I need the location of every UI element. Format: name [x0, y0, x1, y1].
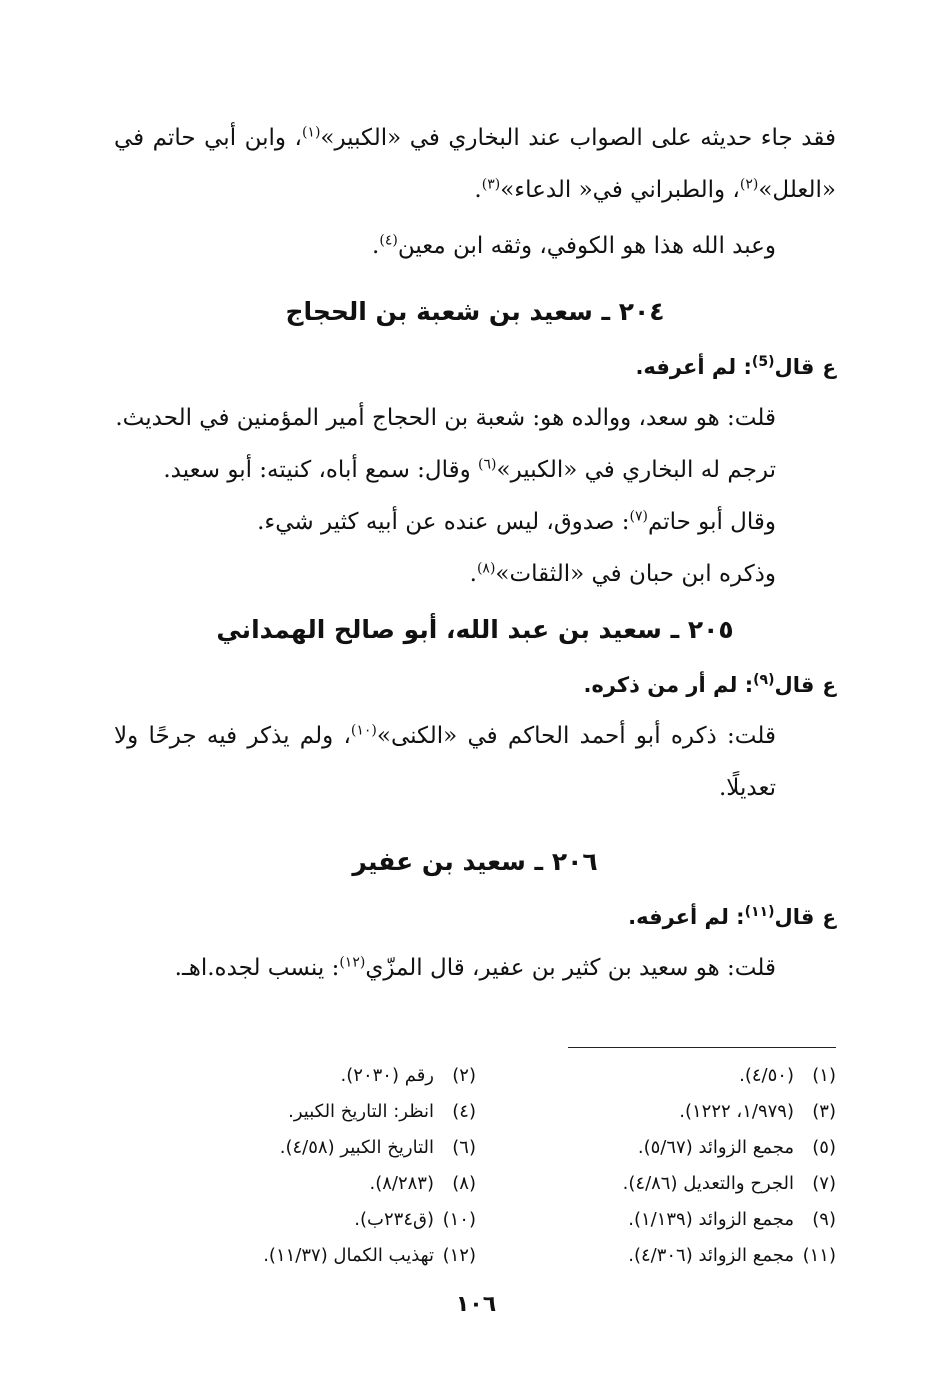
page-number: ١٠٦ — [455, 1292, 497, 1317]
footnote-6 — [116, 1132, 476, 1164]
entry-204-paragraph-1: قلت: هو سعد، ووالده هو: شعبة بن الحجاج أمير المؤمنين في الحديث. — [115, 405, 776, 431]
footnote-4 — [116, 1096, 476, 1128]
footnote-ref[interactable]: (٧) — [629, 508, 648, 525]
text-run: قلت: ذكره أبو أحمد الحاكم في «الكنى» — [376, 723, 776, 749]
footnote-number: (٥) — [812, 1137, 836, 1158]
footnote-number: (٤) — [452, 1101, 476, 1122]
footnote-7 — [476, 1168, 836, 1200]
symbol-mark: ع — [822, 905, 836, 929]
footnote-text: الجرح والتعديل (٤/٨٦). — [622, 1173, 794, 1194]
footnote-ref[interactable]: (٦) — [478, 456, 497, 473]
qala-line-204 — [114, 342, 836, 392]
footnote-ref[interactable]: (١٢) — [339, 954, 366, 971]
qala-line-205 — [114, 660, 836, 710]
footnote-number: (١٢) — [442, 1245, 476, 1266]
entry-204-paragraph-4 — [114, 548, 836, 600]
footnote-number: (٨) — [452, 1173, 476, 1194]
text-run: : لم أر من ذكره. — [583, 673, 754, 697]
text-run: قلت: هو سعيد بن كثير بن عفير، قال المزّي — [365, 955, 776, 981]
footnote-text: مجمع الزوائد (١/١٣٩). — [628, 1209, 794, 1230]
footnote-divider — [568, 1047, 836, 1048]
footnote-text: انظر: التاريخ الكبير. — [288, 1101, 434, 1122]
footnote-number: (١١) — [802, 1245, 836, 1266]
text-run: : ينسب لجده.اهـ. — [174, 955, 340, 981]
footnote-number: (٢) — [452, 1065, 476, 1086]
entry-204-paragraph-3 — [114, 496, 836, 548]
text-run: فقد جاء حديثه على الصواب عند البخاري في «الكبير» — [320, 125, 836, 151]
text-run: وقال: سمع أباه، كنيته: أبو سعيد. — [163, 457, 479, 483]
footnote-number: (٩) — [812, 1209, 836, 1230]
footnote-text: مجمع الزوائد (٥/٦٧). — [637, 1137, 794, 1158]
footnote-1 — [476, 1060, 836, 1092]
text-run: ، وابن أبي حاتم في «العلل» — [114, 125, 836, 203]
entry-206-paragraph-1 — [114, 942, 836, 994]
text-run: : لم أعرفه. — [628, 905, 745, 929]
text-run: ، والطبراني في« الدعاء» — [500, 177, 740, 203]
footnote-number: (٣) — [812, 1101, 836, 1122]
footnote-ref[interactable]: (٩) — [753, 672, 775, 688]
text-run: قال — [774, 355, 815, 379]
text-run: : لم أعرفه. — [635, 355, 752, 379]
entry-heading-204: ٢٠٤ ـ سعيد بن شعبة بن الحجاج — [285, 297, 665, 326]
entry-205-paragraph-1 — [114, 710, 836, 814]
footnote-text: التاريخ الكبير (٤/٥٨). — [279, 1137, 434, 1158]
footnote-text: رقم (٢٠٣٠). — [340, 1065, 434, 1086]
entry-heading-206: ٢٠٦ ـ سعيد بن عفير — [352, 847, 598, 876]
footnote-ref[interactable]: (٣) — [481, 176, 501, 193]
entry-heading-205: ٢٠٥ ـ سعيد بن عبد الله، أبو صالح الهمداني — [216, 615, 734, 644]
footnote-ref[interactable]: (٨) — [476, 560, 496, 577]
footnote-ref[interactable]: (٤) — [379, 232, 398, 249]
text-run: قال — [774, 905, 815, 929]
footnote-9 — [476, 1204, 836, 1236]
footnote-10 — [116, 1204, 476, 1236]
footnote-3 — [476, 1096, 836, 1128]
symbol-mark: ع — [822, 673, 836, 697]
footnote-text: مجمع الزوائد (٤/٣٠٦). — [628, 1245, 794, 1266]
intro-paragraph-2 — [114, 220, 836, 272]
footnote-ref[interactable]: (٢) — [739, 176, 759, 193]
intro-paragraph-1 — [114, 112, 836, 216]
text-run: وقال أبو حاتم — [647, 509, 776, 535]
footnote-8 — [116, 1168, 476, 1200]
text-run: وذكره ابن حبان في «الثقات» — [495, 561, 776, 587]
footnote-text: تهذيب الكمال (١١/٣٧). — [263, 1245, 434, 1266]
footnote-text: (٨/٢٨٣). — [369, 1173, 434, 1194]
footnote-text: (ق٢٣٤ب). — [354, 1209, 434, 1230]
footnotes-section — [116, 1060, 836, 1272]
footnote-number: (٦) — [452, 1137, 476, 1158]
text-run: وعبد الله هذا هو الكوفي، وثقه ابن معين — [397, 233, 776, 259]
text-run: . — [372, 233, 380, 259]
text-run: . — [469, 561, 477, 587]
qala-line-206 — [114, 892, 836, 942]
text-run: : صدوق، ليس عنده عن أبيه كثير شيء. — [257, 509, 630, 535]
footnote-ref[interactable]: (١) — [301, 124, 321, 141]
main-text — [114, 112, 836, 994]
entry-204-paragraph-2 — [114, 444, 836, 496]
symbol-mark: ع — [822, 355, 836, 379]
text-run: ترجم له البخاري في «الكبير» — [496, 457, 776, 483]
footnote-12 — [116, 1240, 476, 1272]
text-run: . — [474, 177, 482, 203]
footnote-5 — [476, 1132, 836, 1164]
footnote-number: (١٠) — [442, 1209, 476, 1230]
footnote-number: (١) — [812, 1065, 836, 1086]
footnote-ref[interactable]: (١٠) — [350, 722, 377, 739]
footnote-number: (٧) — [812, 1173, 836, 1194]
footnote-ref[interactable]: (١١) — [744, 904, 775, 920]
footnote-ref[interactable]: (5) — [751, 354, 775, 370]
footnote-text: (١/٩٧٩، ١٢٢٢). — [679, 1101, 794, 1122]
text-run: قال — [774, 673, 815, 697]
footnote-text: (٤/٥٠). — [739, 1065, 794, 1086]
footnote-11 — [476, 1240, 836, 1272]
text-run: ، ولم يذكر فيه جرحًا ولا تعديلًا. — [114, 723, 776, 801]
footnote-2 — [116, 1060, 476, 1092]
